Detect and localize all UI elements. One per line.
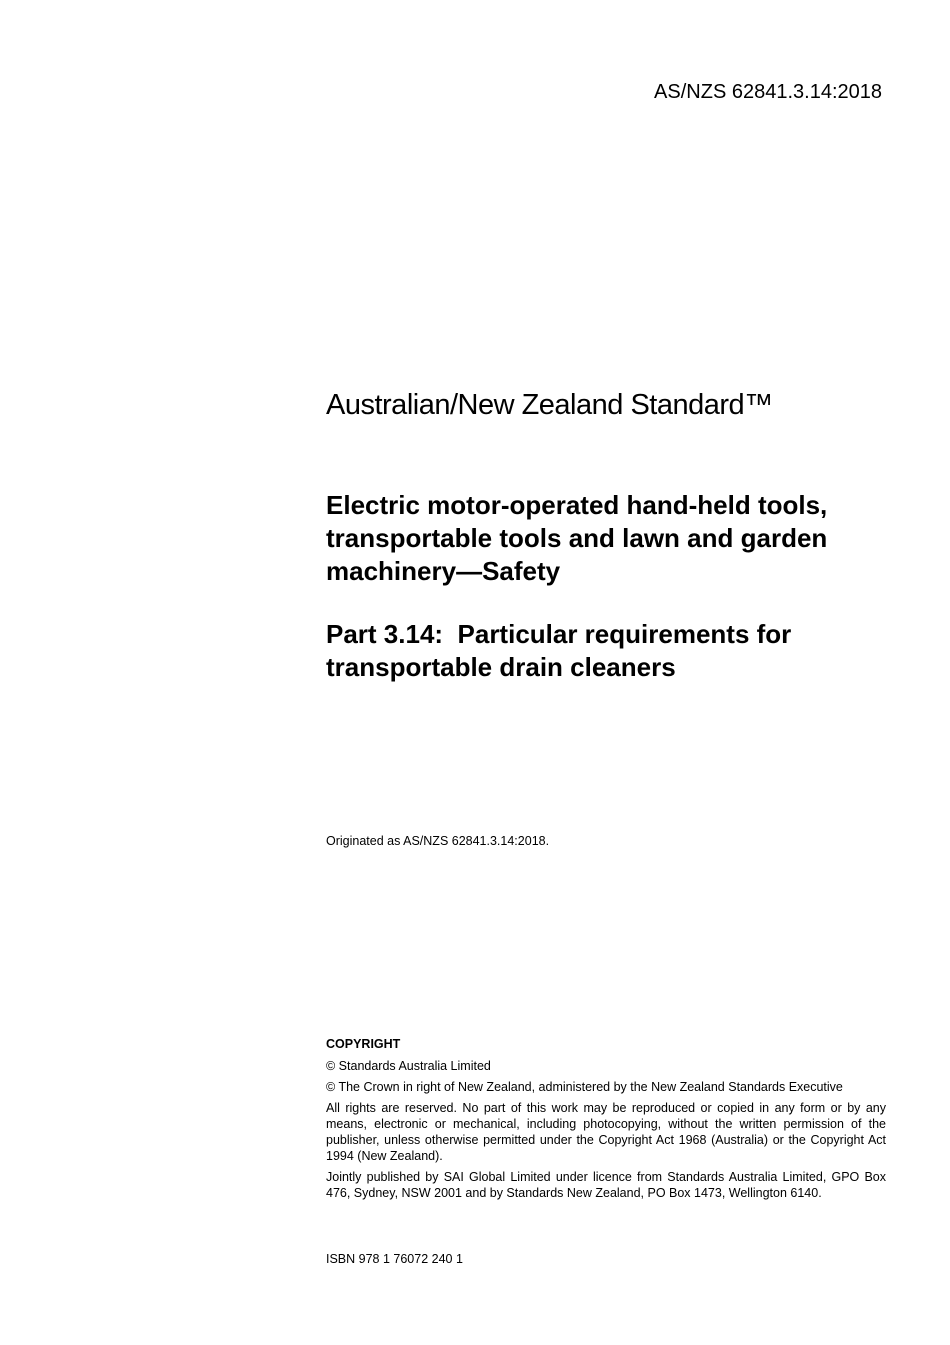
isbn: ISBN 978 1 76072 240 1 [326,1252,463,1266]
main-title [326,489,886,588]
document-number: AS/NZS 62841.3.14:2018 [654,81,882,103]
rights-statement: All rights are reserved. No part of this work may be reproduced or copied in any form or by any means, electronic or mechanical, including photocopying, without the written permission of the publisher, unless otherwise permitted under the Copyright Act 1968 (Australia) or the Copyright Act 1994 (New Zealand). [326,1101,886,1163]
copyright-heading: COPYRIGHT [326,1037,401,1051]
main-title-line: machinery—Safety [326,556,561,586]
part-title-line: Part 3.14: Particular requirements for [326,619,792,649]
part-title-line: transportable drain cleaners [326,652,676,682]
copyright-block [326,1036,886,1206]
main-title-line: Electric motor-operated hand-held tools, [326,490,828,520]
standard-label: Australian/New Zealand Standard™ [326,389,773,421]
part-title [326,618,886,684]
main-title-line: transportable tools and lawn and garden [326,523,828,553]
copyright-line-new-zealand: © The Crown in right of New Zealand, administered by the New Zealand Standards Executive [326,1080,843,1094]
publisher-statement: Jointly published by SAI Global Limited under licence from Standards Australia Limited, GPO Box 476, Sydney, NSW 2001 and by Standards New Zealand, PO Box 1473, Wellington 6140. [326,1170,886,1200]
origin-note: Originated as AS/NZS 62841.3.14:2018. [326,834,550,848]
copyright-line-standards-australia: © Standards Australia Limited [326,1059,491,1073]
